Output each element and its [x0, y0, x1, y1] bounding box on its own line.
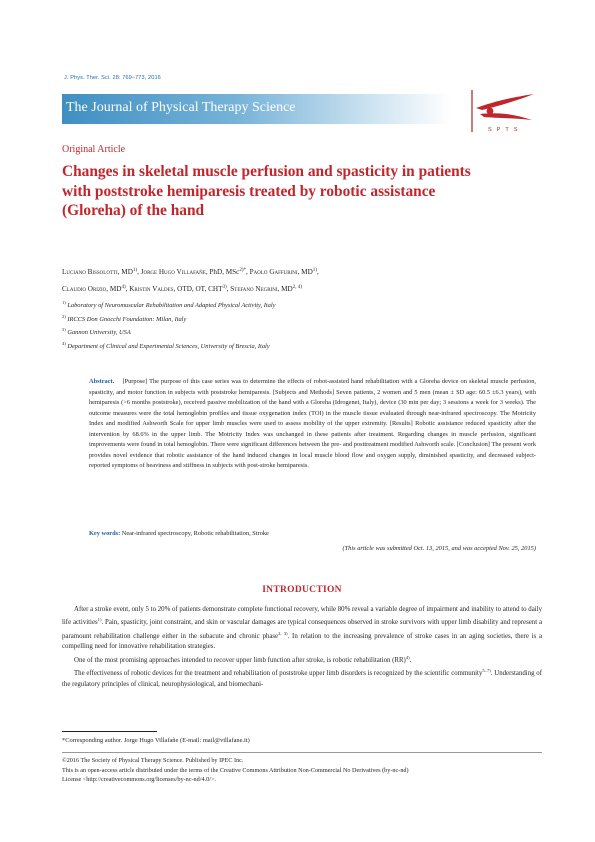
abstract-text: [Purpose] The purpose of this case series was to determine the effects of robot-assisted hand rehabilitation with a Gloreha device on skeletal muscle perfusion, spasticity, and motor function in subjects with poststroke hemiparesis. [Subjects and Methods] Seven patients, 2 women and 5 men (mean ± SD age: 60.5 ±6.3 years), with hemiparesis (>6 months poststroke), received passive mobilization of the hand with a Gloreha (Idrogenet, Italy), device (30 min per day; 3 sessions a week for 3 weeks). The outcome measures were the total hemoglobin profiles and tissue oxygenation index (TOI) in the muscle tissue evaluated through near-infrared spectroscopy. The Motricity Index and modified Ashworth Scale for upper limb muscles were used to assess mobility of the upper extremity. [Results] Robotic assistance reduced spasticity after the intervention by 68.6% in the upper limb. The Motricity Index was unchanged in these patients after treatment. Regarding changes in muscle perfusion, significant improvements were found in total hemoglobin. There were significant differences between the pre- and posttreatment modified Ashworth scale. [Conclusion] The present work provides novel evidence that robotic assistance of the hand induced changes in local muscle blood flow and oxygen supply, diminished spasticity, and decreased subject-reported symptoms of heaviness and stiffness in subjects with post-stroke hemiparesis. [89, 378, 536, 470]
license-notice [62, 756, 542, 785]
journal-citation: J. Phys. Ther. Sci. 28: 769–773, 2016 [64, 75, 161, 81]
article-title: Changes in skeletal muscle perfusion and spasticity in patients with poststroke hemiparesis treated by robotic assistance (Gloreha) of the hand [62, 163, 471, 219]
journal-name-banner [62, 94, 452, 124]
author: Paolo Gaffurini, MD$^{1)}$, [249, 268, 319, 276]
affiliation: $^{1)}$ Laboratory of Neuromuscular Rehabilitation and Adapted Physical Activity, Italy [62, 300, 276, 309]
author: Stefano Negrini, MD$^{2, 4)}$ [230, 285, 302, 293]
author: Claudio Orizio, MD$^{4)}$, [62, 285, 130, 293]
license-divider [62, 752, 542, 753]
keywords-text: Near-infrared spectroscopy, Robotic rehabilitation, Stroke [121, 530, 269, 537]
author: Kristin Valdes, OTD, OT, CHT$^{3)}$, [129, 285, 231, 293]
abstract-label: Abstract. [89, 378, 115, 385]
author: Luciano Bissolotti, MD$^{1)}$, [62, 268, 141, 276]
logo-text: SPTS [488, 127, 523, 133]
keywords [89, 529, 536, 539]
author: Jorge Hugo Villafañe, PhD, MSc$^{2)*}$, [140, 268, 250, 276]
affiliation: $^{3)}$ Gannon University, USA [62, 327, 131, 336]
author-list [62, 263, 542, 297]
journal-name: The Journal of Physical Therapy Science [66, 100, 296, 115]
section-heading-introduction: INTRODUCTION [262, 585, 342, 595]
paragraph: After a stroke event, only 5 to 20% of patients demonstrate complete functional recovery, while 80% reveal a variable degree of impairment and inability to attend to daily life activities$^{1)}$. Pain, spasticity, joint constraint, and skin or vascular damages are typical consequences observed in stroke survivors with upper limb disability and represent a paramount rehabilitation challenge either in the subacute and chronic phase$^{2, 3)}$. In relation to the increasing prevalence of stroke cases in an aging societies, there is a compelling need for innovative rehabilitation strategies. [62, 606, 543, 651]
paragraph: The effectiveness of robotic devices for the treatment and rehabilitation of poststroke upper limb disorders is recognized by the scientific community$^{5-7)}$. Understanding of the regulatory principles of clinical, neurophysiological, and biomechani- [62, 668, 542, 688]
submission-dates: (This article was submitted Oct. 13, 2015, and was accepted Nov. 25, 2015) [342, 545, 536, 552]
paragraph: One of the most promising approaches intended to recover upper limb function after stroke, is robotic rehabilitation (RR)$^{4)}$. [74, 654, 412, 664]
affiliation-list [62, 298, 542, 352]
copyright-line: ©2016 The Society of Physical Therapy Science. Published by IPEC Inc. [62, 757, 244, 764]
corresponding-author: *Corresponding author. Jorge Hugo Villafañe (E-mail: mail@villafane.it) [62, 737, 250, 744]
keywords-label: Key words: [89, 530, 121, 537]
abstract [89, 377, 536, 472]
article-type: Original Article [62, 144, 126, 155]
footnote-divider [62, 731, 157, 732]
license-url: License <http://creativecommons.org/licenses/by-nc-nd/4.0/>. [62, 776, 216, 784]
license-line: This is an open-access article distributed under the terms of the Creative Commons Attribution Non-Commercial No Derivatives (by-nc-nd) [62, 766, 409, 774]
affiliation: $^{2)}$ IRCCS Don Gnocchi Foundation: Milan, Italy [62, 313, 187, 323]
affiliation: $^{4)}$ Department of Clinical and Experimental Sciences, University of Brescia, Italy [62, 340, 270, 350]
introduction-body [62, 605, 542, 690]
